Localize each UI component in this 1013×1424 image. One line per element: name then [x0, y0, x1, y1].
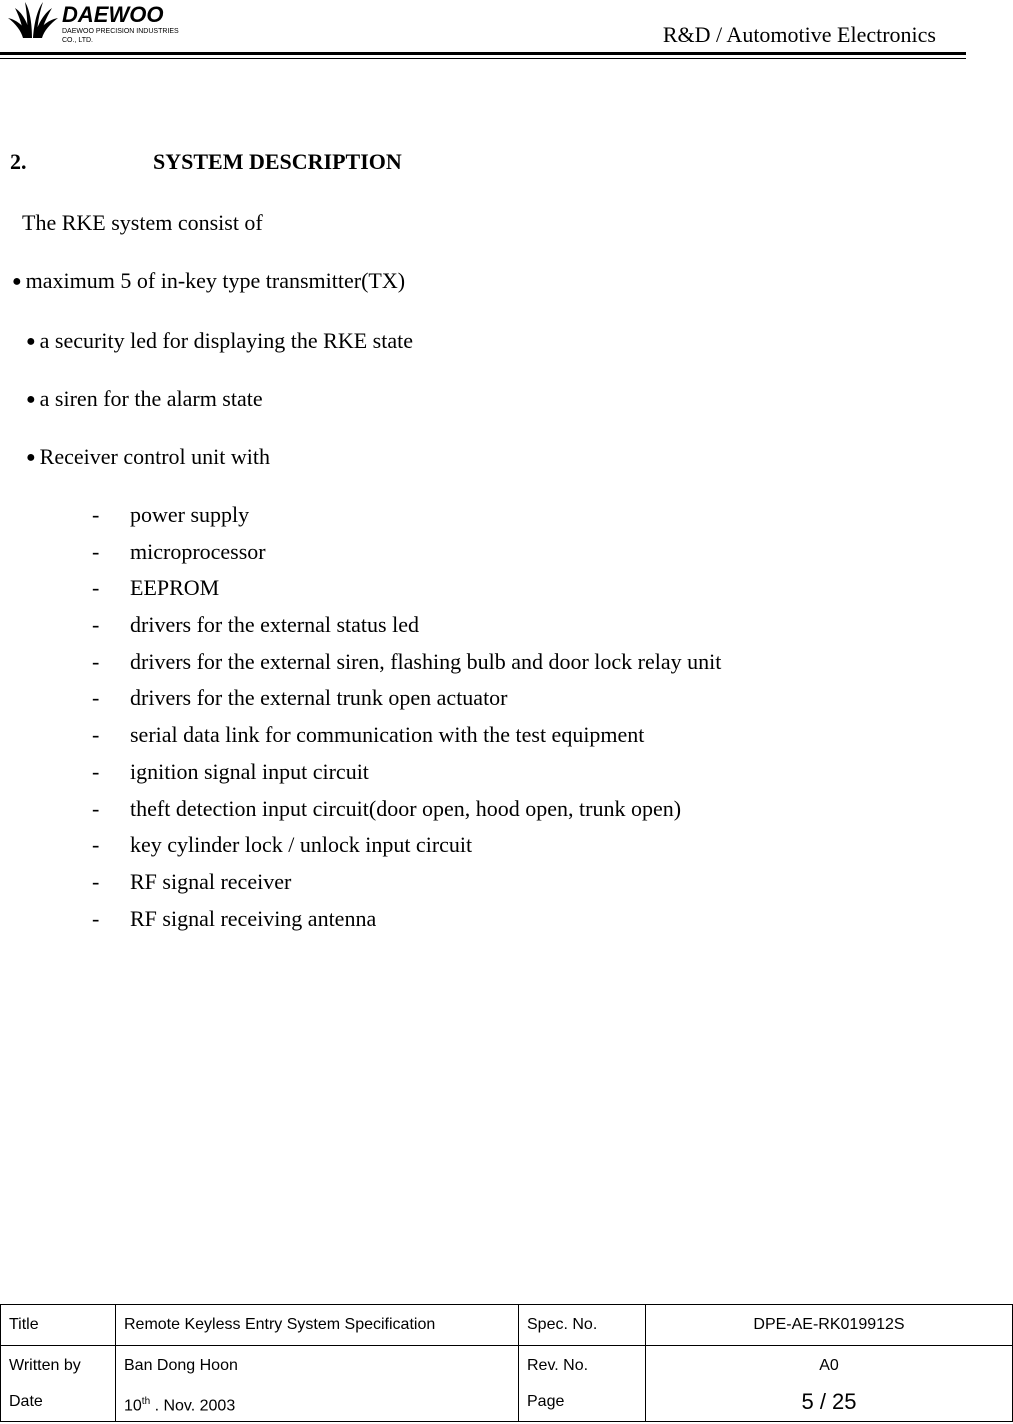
bullet-icon: ●: [26, 333, 36, 350]
bullet-item: [26, 444, 270, 470]
bullet-item: [26, 328, 413, 354]
department-label: R&D / Automotive Electronics: [662, 22, 936, 47]
list-item: - RF signal receiving antenna: [92, 905, 377, 931]
bullet-icon: ●: [12, 273, 22, 290]
bullet-text: a security led for displaying the RKE state: [39, 328, 413, 353]
written-value: Ban Dong Hoon: [124, 1356, 238, 1374]
rev-label: Rev. No.: [527, 1356, 589, 1374]
bullet-text: maximum 5 of in-key type transmitter(TX): [25, 268, 406, 293]
list-item: - drivers for the external status led: [92, 612, 419, 638]
intro-text: The RKE system consist of: [22, 210, 263, 235]
list-item: - serial data link for communication with the test equipment: [92, 722, 645, 748]
bullet-item: [12, 268, 405, 294]
list-item: - RF signal receiver: [92, 868, 292, 894]
date-value: 10th . Nov. 2003: [124, 1395, 236, 1414]
page-label: Page: [527, 1392, 565, 1410]
list-item: - EEPROM: [92, 575, 220, 601]
list-item: - power supply: [92, 502, 250, 527]
company-logo: [6, 0, 191, 50]
spec-label: Spec. No.: [519, 1305, 646, 1346]
bullet-text: Receiver control unit with: [39, 444, 270, 469]
list-item: - microprocessor: [92, 538, 266, 564]
page-value: 5 / 25: [801, 1388, 857, 1414]
svg-text:CO., LTD.: CO., LTD.: [62, 37, 93, 44]
list-item: - key cylinder lock / unlock input circuit: [92, 832, 473, 858]
svg-text:DAEWOO PRECISION INDUSTRIES: DAEWOO PRECISION INDUSTRIES: [62, 28, 179, 35]
bullet-text: a siren for the alarm state: [39, 386, 263, 411]
list-item: - ignition signal input circuit: [92, 758, 369, 784]
written-label: Written by: [9, 1356, 81, 1374]
title-label: Title: [1, 1305, 116, 1346]
list-item: - theft detection input circuit(door open, hood open, trunk open): [92, 795, 682, 821]
list-item: - drivers for the external trunk open actuator: [92, 685, 508, 711]
spec-value: DPE-AE-RK019912S: [646, 1305, 1013, 1346]
receiver-components-list: [92, 500, 721, 940]
written-date-labels: [1, 1346, 116, 1422]
list-item: - drivers for the external siren, flashing bulb and door lock relay unit: [92, 648, 722, 674]
bullet-icon: ●: [26, 449, 36, 466]
rev-page-values: [646, 1346, 1013, 1422]
date-label: Date: [9, 1392, 43, 1410]
document-info-table: [0, 1304, 1013, 1422]
svg-text:DAEWOO: DAEWOO: [62, 2, 164, 27]
header-rule-thin: [0, 58, 966, 59]
section-number: 2.: [10, 149, 27, 174]
written-date-values: [116, 1346, 519, 1422]
rev-page-labels: [519, 1346, 646, 1422]
bullet-icon: ●: [26, 391, 36, 408]
section-title: SYSTEM DESCRIPTION: [153, 149, 402, 174]
title-value: Remote Keyless Entry System Specification: [116, 1305, 519, 1346]
bullet-item: [26, 386, 263, 412]
rev-value: A0: [819, 1356, 839, 1374]
daewoo-logo-icon: [6, 0, 191, 50]
header-rule-thick: [0, 52, 966, 55]
section-heading: [10, 149, 402, 175]
